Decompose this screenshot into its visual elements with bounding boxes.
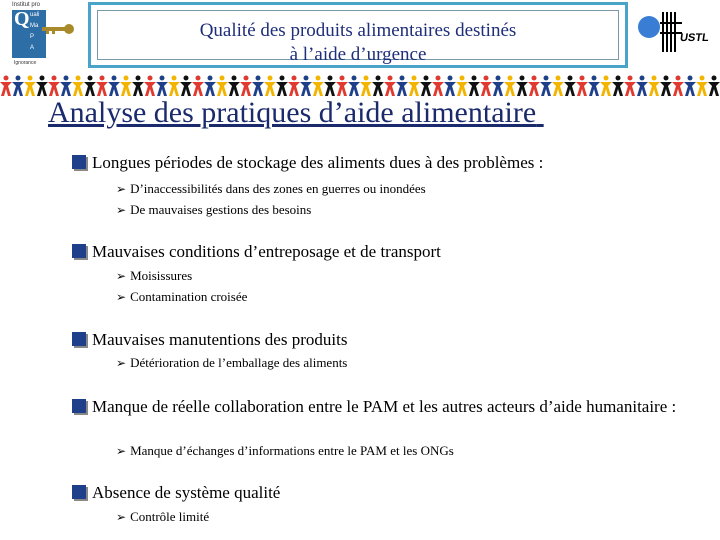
title-inner-frame bbox=[97, 10, 619, 65]
sub-item-label: Manque d’échanges d’informations entre le PAM et les ONGs bbox=[130, 443, 454, 458]
arrow-right-icon: ➢ bbox=[116, 510, 127, 524]
person-figure-icon bbox=[708, 76, 720, 97]
person-figure-icon bbox=[504, 76, 516, 97]
person-figure-icon bbox=[648, 76, 660, 97]
person-figure-icon bbox=[324, 76, 336, 97]
arrow-right-icon: ➢ bbox=[116, 356, 127, 370]
left-logo-bottom-text: Ignorance bbox=[14, 60, 37, 66]
person-figure-icon bbox=[300, 76, 312, 97]
person-figure-icon bbox=[564, 76, 576, 97]
person-figure-icon bbox=[288, 76, 300, 97]
person-figure-icon bbox=[480, 76, 492, 97]
list-item bbox=[72, 329, 702, 350]
person-figure-icon bbox=[588, 76, 600, 97]
slide-heading bbox=[48, 96, 544, 130]
person-figure-icon bbox=[516, 76, 528, 97]
person-figure-icon bbox=[660, 76, 672, 97]
key-icon bbox=[42, 24, 76, 34]
left-logo-sub bbox=[30, 10, 39, 54]
person-figure-icon bbox=[528, 76, 540, 97]
list-item-label: Manque de réelle collaboration entre le PAM et les autres acteurs d’aide humanitaire : bbox=[92, 397, 677, 416]
slide-title-line-1: Qualité des produits alimentaires destinés bbox=[199, 20, 517, 41]
person-figure-icon bbox=[672, 76, 684, 97]
person-figure-icon bbox=[264, 76, 276, 97]
person-figure-icon bbox=[696, 76, 708, 97]
arrow-right-icon: ➢ bbox=[116, 203, 127, 217]
sub-item bbox=[116, 180, 426, 198]
person-figure-icon bbox=[468, 76, 480, 97]
person-figure-icon bbox=[420, 76, 432, 97]
person-figure-icon bbox=[36, 76, 48, 97]
list-item-label: Longues périodes de stockage des aliments dues à des problèmes : bbox=[92, 153, 544, 172]
person-figure-icon bbox=[48, 76, 60, 97]
person-figure-icon bbox=[204, 76, 216, 97]
slide-title-line-2: à l’aide d’urgence bbox=[289, 44, 427, 65]
sub-item-label: Détérioration de l’emballage des aliments bbox=[130, 355, 348, 370]
list-item-label: Absence de système qualité bbox=[92, 483, 281, 502]
person-figure-icon bbox=[156, 76, 168, 97]
left-logo-sub-line: A bbox=[30, 45, 35, 51]
person-figure-icon bbox=[372, 76, 384, 97]
ustl-logo-circle bbox=[638, 16, 660, 38]
person-figure-icon bbox=[456, 76, 468, 97]
sub-item-label: Contamination croisée bbox=[130, 289, 248, 304]
person-figure-icon bbox=[180, 76, 192, 97]
square-bullet-icon bbox=[72, 244, 86, 258]
left-logo-sub-line: uali bbox=[30, 12, 40, 18]
person-figure-icon bbox=[72, 76, 84, 97]
sub-item bbox=[116, 442, 454, 460]
person-figure-icon bbox=[336, 76, 348, 97]
sub-item-label: De mauvaises gestions des besoins bbox=[130, 202, 312, 217]
sub-item bbox=[116, 267, 192, 285]
person-figure-icon bbox=[84, 76, 96, 97]
arrow-right-icon: ➢ bbox=[116, 182, 127, 196]
person-figure-icon bbox=[396, 76, 408, 97]
person-figure-icon bbox=[384, 76, 396, 97]
person-figure-icon bbox=[24, 76, 36, 97]
list-item bbox=[72, 396, 702, 417]
person-figure-icon bbox=[276, 76, 288, 97]
person-figure-icon bbox=[552, 76, 564, 97]
person-figure-icon bbox=[312, 76, 324, 97]
person-figure-icon bbox=[168, 76, 180, 97]
person-figure-icon bbox=[252, 76, 264, 97]
person-figure-icon bbox=[408, 76, 420, 97]
person-figure-icon bbox=[108, 76, 120, 97]
person-figure-icon bbox=[96, 76, 108, 97]
person-figure-icon bbox=[240, 76, 252, 97]
person-figure-icon bbox=[360, 76, 372, 97]
square-bullet-icon bbox=[72, 399, 86, 413]
person-figure-icon bbox=[600, 76, 612, 97]
person-figure-icon bbox=[612, 76, 624, 97]
person-figure-icon bbox=[120, 76, 132, 97]
people-chain-icon bbox=[0, 75, 720, 97]
person-figure-icon bbox=[348, 76, 360, 97]
list-item bbox=[72, 152, 702, 173]
person-figure-icon bbox=[144, 76, 156, 97]
person-figure-icon bbox=[540, 76, 552, 97]
list-item-label: Mauvaises conditions d’entreposage et de transport bbox=[92, 242, 441, 261]
person-figure-icon bbox=[216, 76, 228, 97]
arrow-right-icon: ➢ bbox=[116, 269, 127, 283]
title-box bbox=[88, 2, 628, 68]
person-figure-icon bbox=[132, 76, 144, 97]
person-figure-icon bbox=[192, 76, 204, 97]
sub-item-label: Contrôle limité bbox=[130, 509, 210, 524]
arrow-right-icon: ➢ bbox=[116, 290, 127, 304]
person-figure-icon bbox=[0, 76, 12, 97]
left-logo-sub-line: Ma bbox=[30, 23, 39, 29]
person-figure-icon bbox=[444, 76, 456, 97]
list-item bbox=[72, 241, 702, 262]
left-logo-letter: Q bbox=[14, 8, 30, 30]
sub-item-label: Moisissures bbox=[130, 268, 193, 283]
slide-title bbox=[98, 19, 618, 67]
sub-item bbox=[116, 288, 247, 306]
left-logo bbox=[6, 2, 76, 64]
square-bullet-icon bbox=[72, 485, 86, 499]
sub-item bbox=[116, 354, 347, 372]
ustl-logo bbox=[636, 10, 716, 66]
ustl-logo-bars bbox=[660, 12, 682, 52]
list-item bbox=[72, 482, 702, 503]
person-figure-icon bbox=[636, 76, 648, 97]
person-figure-icon bbox=[576, 76, 588, 97]
list-item-label: Mauvaises manutentions des produits bbox=[92, 330, 348, 349]
sub-item bbox=[116, 201, 311, 219]
sub-item-label: D’inaccessibilités dans des zones en guerres ou inondées bbox=[130, 181, 426, 196]
person-figure-icon bbox=[624, 76, 636, 97]
sub-item bbox=[116, 508, 209, 526]
person-figure-icon bbox=[432, 76, 444, 97]
left-logo-sub-line: P bbox=[30, 34, 35, 40]
ustl-logo-text: USTL bbox=[679, 32, 710, 44]
square-bullet-icon bbox=[72, 155, 86, 169]
person-figure-icon bbox=[228, 76, 240, 97]
left-logo-top-text: Institut pro bbox=[12, 2, 41, 8]
slide-heading-text: Analyse des pratiques d’aide alimentaire bbox=[48, 96, 537, 129]
person-figure-icon bbox=[684, 76, 696, 97]
person-figure-icon bbox=[12, 76, 24, 97]
person-figure-icon bbox=[60, 76, 72, 97]
square-bullet-icon bbox=[72, 332, 86, 346]
arrow-right-icon: ➢ bbox=[116, 444, 127, 458]
person-figure-icon bbox=[492, 76, 504, 97]
